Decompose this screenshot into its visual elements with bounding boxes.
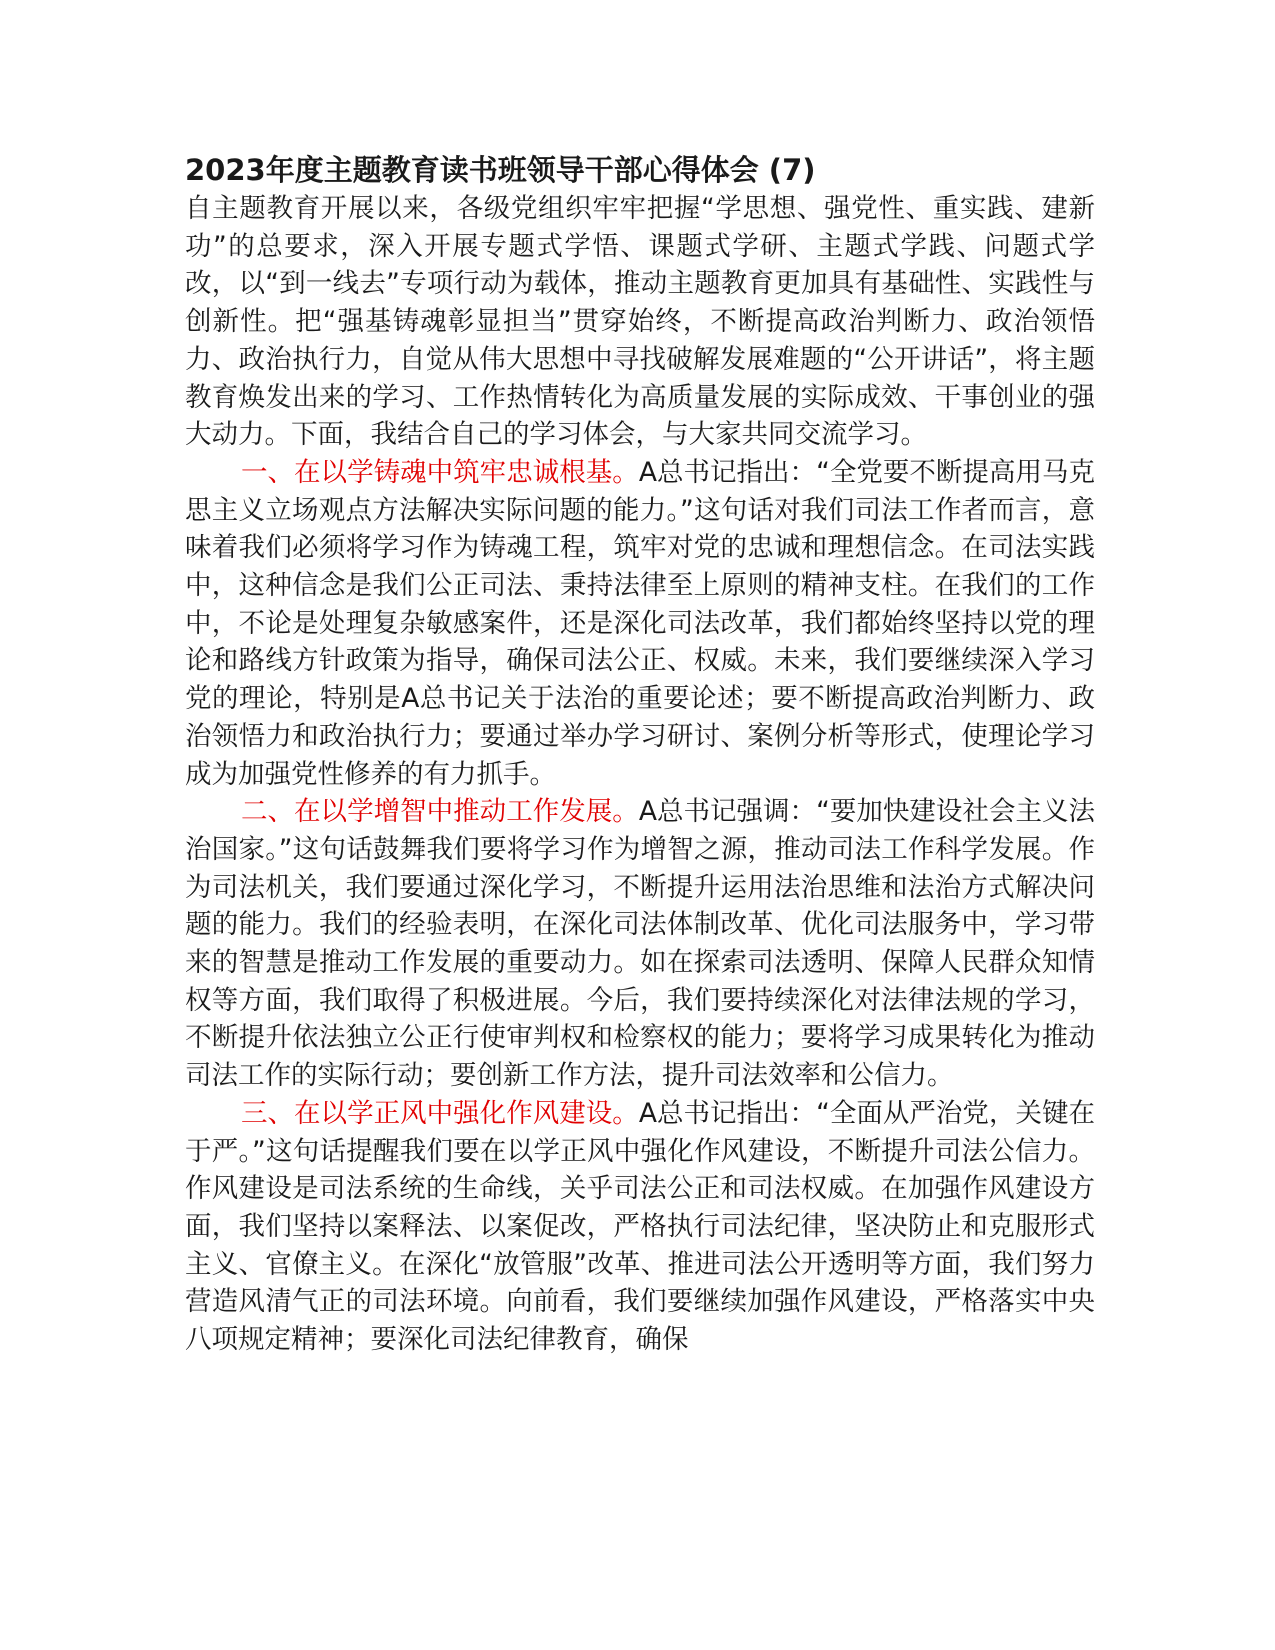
section-2-heading: 二、在以学增智中推动工作发展。 — [241, 796, 639, 828]
section-3-paragraph — [185, 1095, 1095, 1359]
section-3-heading: 三、在以学正风中强化作风建设。 — [241, 1097, 639, 1129]
section-2-paragraph — [185, 793, 1095, 1095]
document-title: 2023年度主题教育读书班领导干部心得体会 (7) — [185, 153, 816, 187]
intro-paragraph: 自主题教育开展以来，各级党组织牢牢把握“学思想、强党性、重实践、建新功”的总要求，深入开展专题式学悟、课题式学研、主题式学践、问题式学改，以“到一线去”专项行动为载体，推动主题教育更加具有基础性、实践性与创新性。把“强基铸魂彰显担当”贯穿始终，不断提高政治判断力、政治领悟力、政治执行力，自觉从伟大思想中寻找破解发展难题的“公开讲话”，将主题教育焕发出来的学习、工作热情转化为高质量发展的实际成效、干事创业的强大动力。下面，我结合自己的学习体会，与大家共同交流学习。 — [185, 193, 1095, 451]
section-3-body: A总书记指出：“全面从严治党，关键在于严。”这句话提醒我们要在以学正风中强化作风建设，不断提升司法公信力。作风建设是司法系统的生命线，关乎司法公正和司法权威。在加强作风建设方面，我们坚持以案释法、以案促改，严格执行司法纪律，坚决防止和克服形式主义、官僚主义。在深化“放管服”改革、推进司法公开透明等方面，我们努力营造风清气正的司法环境。向前看，我们要继续加强作风建设，严格落实中央八项规定精神；要深化司法纪律教育，确保 — [185, 1097, 1096, 1356]
section-1-paragraph — [185, 454, 1095, 793]
section-1-heading: 一、在以学铸魂中筑牢忠诚根基。 — [241, 456, 639, 488]
section-1-body: A总书记指出：“全党要不断提高用马克思主义立场观点方法解决实际问题的能力。”这句话对我们司法工作者而言，意味着我们必须将学习作为铸魂工程，筑牢对党的忠诚和理想信念。在司法实践中，这种信念是我们公正司法、秉持法律至上原则的精神支柱。在我们的工作中，不论是处理复杂敏感案件，还是深化司法改革，我们都始终坚持以党的理论和路线方针政策为指导，确保司法公正、权威。未来，我们要继续深入学习党的理论，特别是A总书记关于法治的重要论述；要不断提高政治判断力、政治领悟力和政治执行力；要通过举办学习研讨、案例分析等形式，使理论学习成为加强党性修养的有力抓手。 — [185, 456, 1096, 790]
document-body — [185, 150, 1095, 1359]
section-2-body: A总书记强调：“要加快建设社会主义法治国家。”这句话鼓舞我们要将学习作为增智之源，推动司法工作科学发展。作为司法机关，我们要通过深化学习，不断提升运用法治思维和法治方式解决问题的能力。我们的经验表明，在深化司法体制改革、优化司法服务中，学习带来的智慧是推动工作发展的重要动力。如在探索司法透明、保障人民群众知情权等方面，我们取得了积极进展。今后，我们要持续深化对法律法规的学习，不断提升依法独立公正行使审判权和检察权的能力；要将学习成果转化为推动司法工作的实际行动；要创新工作方法，提升司法效率和公信力。 — [185, 796, 1096, 1092]
